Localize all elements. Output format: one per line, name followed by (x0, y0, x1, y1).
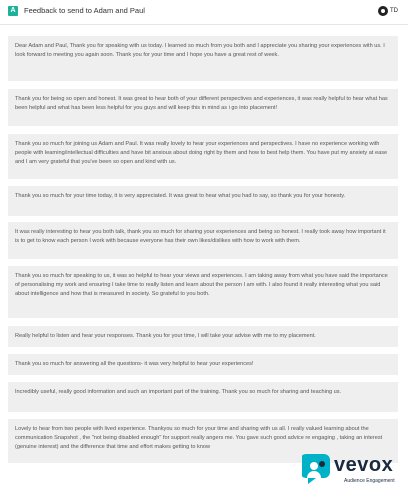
response-card (8, 266, 398, 318)
response-text: It was really interesting to hear you both talk, thank you so much for sharing your experiences and being so honest. I really took away how important it is to get to know each person I work with because everyone has their own likes/dislikes with how to work with them. (15, 229, 386, 244)
response-text: Thank you so much for joining us Adam and Paul. It was really lovely to hear your experiences and perspectives. I have no experience working with people with learning/intellectual difficulties and have bit anxious about doing right by them and how to best help them. You have put my anxiety at ease and I am very grateful that you've been so open and kind with us. (15, 141, 388, 165)
response-card (8, 134, 398, 179)
response-text: Incredibly useful, really good information and such an important part of the training. Thank you so much for sharing and teaching us. (15, 389, 342, 395)
response-card (8, 89, 398, 126)
user-initials: TD (390, 8, 398, 14)
response-text: Thank you so much for your time today, it is very appreciated. It was great to hear what you had to say, so thank you for your honesty. (15, 193, 346, 199)
response-text: Thank you for being so open and honest. It was great to hear both of your different perspectives and experiences, it was really helpful to hear what has been helpful and what has been less helpful for you guys and will keep this in mind as i go into placement! (15, 96, 388, 111)
response-card (8, 222, 398, 259)
response-card (8, 186, 398, 216)
vevox-logo (302, 448, 398, 492)
response-text: Really helpful to listen and hear your responses. Thank you for your time, I will take your advise with me to my placement. (15, 333, 316, 339)
user-avatar-icon (378, 6, 388, 16)
response-text: Thank you so much for answering all the questions- it was very helpful to hear your experiences! (15, 361, 254, 367)
response-text: Thank you so much for speaking to us, it was so helpful to hear your views and experiences. I am taking away from what you have said the importance of personalising my work and ensuring I take time to really listen and learn about the person I am with. I also found it really interesting what you said about intelligence and how that is measured in society. So grateful to you both. (15, 273, 388, 297)
user-chip[interactable] (378, 5, 398, 17)
brand-name: vevox (334, 454, 394, 476)
app-logo-icon: A (8, 6, 18, 16)
response-card (8, 354, 398, 375)
response-text: Dear Adam and Paul, Thank you for speaking with us today. I learned so much from you both and I appreciate you sharing your experiences with us. I look forward to meeting you again soon. Thank you for your time and I hope you have a great rest of week. (15, 43, 385, 58)
app-header (0, 0, 408, 25)
response-card (8, 326, 398, 347)
response-card (8, 36, 398, 81)
vevox-mark-icon (302, 452, 332, 486)
brand-tagline: Audience Engagement (344, 478, 395, 484)
response-card (8, 382, 398, 412)
page-title: Feedback to send to Adam and Paul (24, 6, 145, 15)
response-text: Lovely to hear from two people with lived experience. Thankyou so much for your time and sharing with us all. I really valued learning about the communication Snapshot , the "not being disabled enough" for support really angers me. You gave such good advice re engaging , taking an interest (genuine interest) and the difference that time and effort makes getting to know (15, 426, 383, 450)
